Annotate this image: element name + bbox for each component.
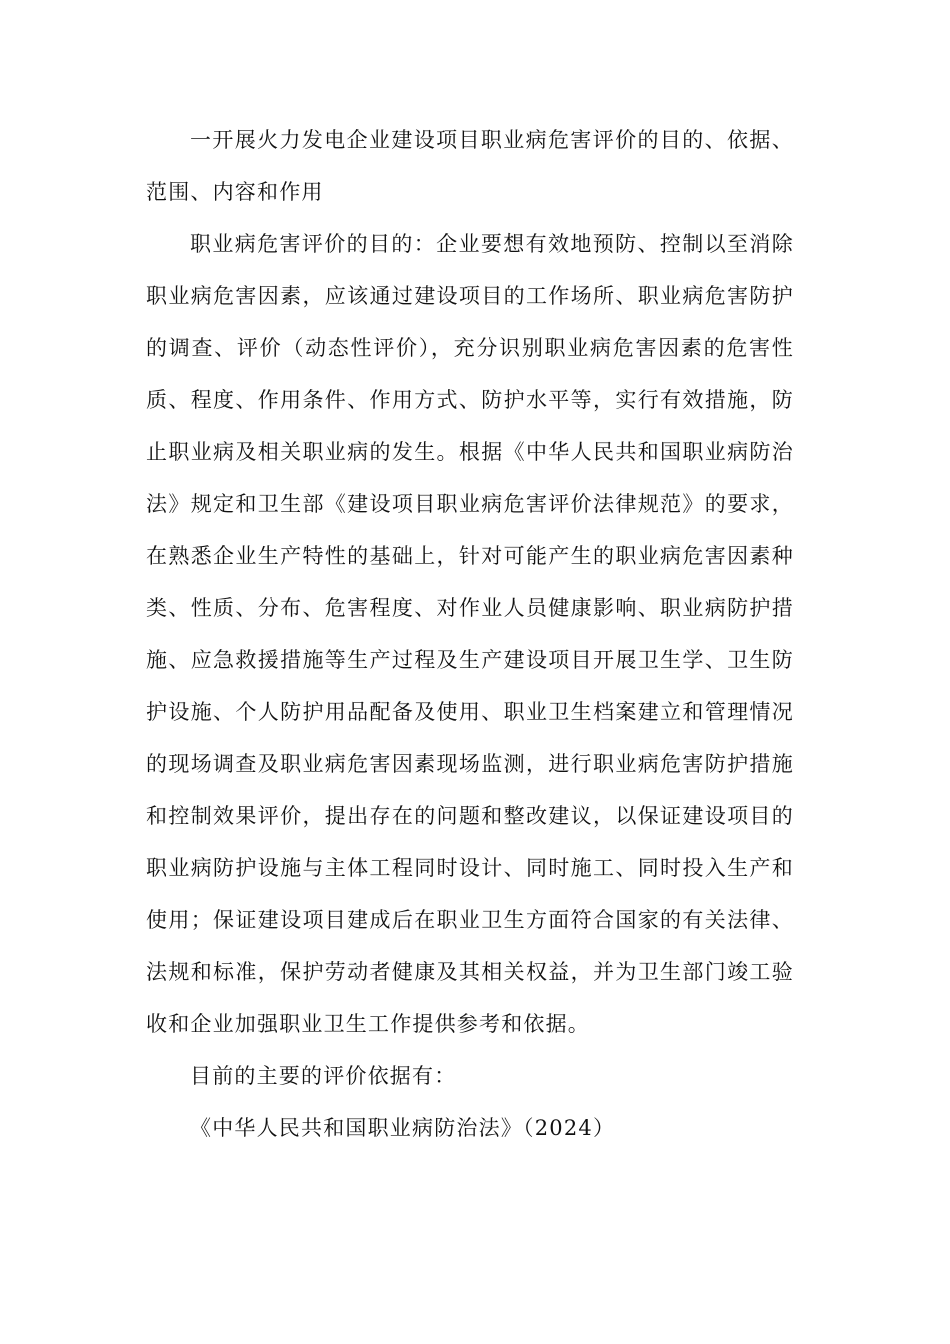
basis-item: 《中华人民共和国职业病防治法》（2024）: [190, 1116, 616, 1140]
section-heading: 一开展火力发电企业建设项目职业病危害评价的目的、依据、范围、内容和作用: [146, 128, 794, 204]
document-body: [146, 114, 794, 1154]
body-paragraph: 职业病危害评价的目的：企业要想有效地预防、控制以至消除职业病危害因素，应该通过建设项目的工作场所、职业病危害防护的调查、评价（动态性评价），充分识别职业病危害因素的危害性质、程度、作用条件、作用方式、防护水平等，实行有效措施，防止职业病及相关职业病的发生。根据《中华人民共和国职业病防治法》规定和卫生部《建设项目职业病危害评价法律规范》的要求，在熟悉企业生产特性的基础上，针对可能产生的职业病危害因素种类、性质、分布、危害程度、对作业人员健康影响、职业病防护措施、应急救援措施等生产过程及生产建设项目开展卫生学、卫生防护设施、个人防护用品配备及使用、职业卫生档案建立和管理情况的现场调查及职业病危害因素现场监测，进行职业病危害防护措施和控制效果评价，提出存在的问题和整改建议，以保证建设项目的职业病防护设施与主体工程同时设计、同时施工、同时投入生产和使用；保证建设项目建成后在职业卫生方面符合国家的有关法律、法规和标准，保护劳动者健康及其相关权益，并为卫生部门竣工验收和企业加强职业卫生工作提供参考和依据。: [146, 232, 794, 1036]
basis-intro: 目前的主要的评价依据有：: [190, 1064, 457, 1088]
